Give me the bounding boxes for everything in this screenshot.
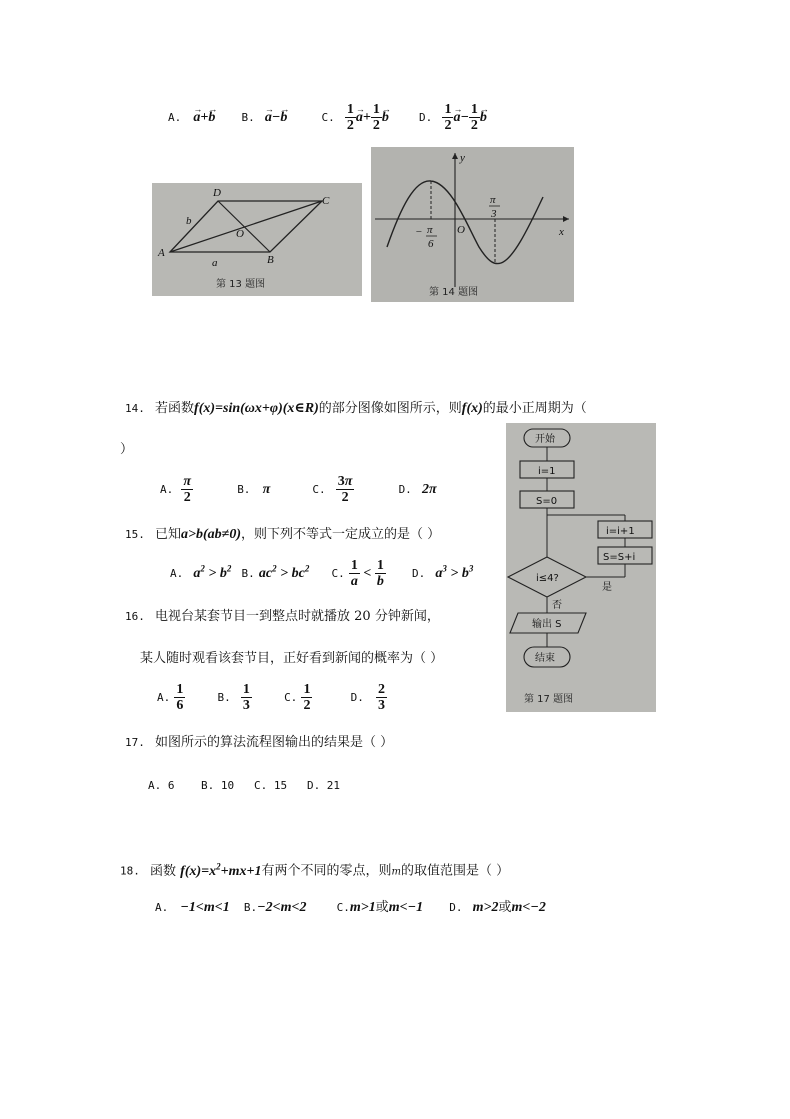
q16-question-line1 xyxy=(125,608,440,626)
q14-function: f(x)=sin(ωx+φ)(x∈R) xyxy=(194,401,319,416)
q16-option-d-label: D. xyxy=(350,691,364,704)
q18-option-b-label: B. xyxy=(243,901,258,914)
q18-option-c-expr1: m>1 xyxy=(349,900,376,915)
q16-text-line2: 某人随时观看该套节目，正好看到新闻的概率为（ ） xyxy=(140,651,444,666)
q15-option-b-label: B. xyxy=(241,567,255,580)
q14-option-b-label: B. xyxy=(237,483,251,496)
q14-text-pre: 若函数 xyxy=(155,401,195,416)
q13-option-b-label: B. xyxy=(241,111,255,124)
side-a-label: a xyxy=(212,257,218,269)
q17-options: A. 6 B. 10 C. 15 D. 21 xyxy=(148,779,341,792)
flow-output: 输出 S xyxy=(532,619,562,630)
q14-text-post: 的最小正周期为（ xyxy=(482,401,587,416)
q14-options xyxy=(160,474,437,514)
q16-text-line1: 电视台某套节目一到整点时就播放 20 分钟新闻， xyxy=(155,609,440,624)
q15-option-a-expr: $a^2 > b^2$ xyxy=(193,563,232,581)
q16-option-d-value: $\frac{2}{3}$ xyxy=(377,682,385,713)
q18-option-a-expr: −1<m<1 xyxy=(180,900,230,915)
q13-options xyxy=(168,102,487,142)
q15-option-a-label: A. xyxy=(170,567,184,580)
q15-option-d-label: D. xyxy=(411,567,426,580)
point-b-label: B xyxy=(267,254,274,266)
q17-number: 17. xyxy=(125,736,145,749)
q16-number: 16. xyxy=(125,610,145,623)
flow-update-s: S=S+i xyxy=(603,552,636,563)
q15-option-c-label: C. xyxy=(331,567,345,580)
q14-number: 14. xyxy=(125,402,145,415)
pi-label: π xyxy=(490,194,496,206)
q14-option-d-label: D. xyxy=(398,483,412,496)
q15-number: 15. xyxy=(125,528,145,541)
q16-option-c-label: C. xyxy=(284,691,298,704)
q14-close-paren: ） xyxy=(120,442,134,457)
flow-yes: 是 xyxy=(602,582,612,593)
q18-option-d-expr2: m<−2 xyxy=(511,900,546,915)
flow-init-s: S=0 xyxy=(536,496,558,507)
neg-six-label: 6 xyxy=(428,238,434,250)
flow-no: 否 xyxy=(552,600,562,611)
point-c-label: C xyxy=(322,195,330,207)
q18-option-c-expr2: m<−1 xyxy=(388,900,424,915)
q13-option-c-label: C. xyxy=(321,111,335,124)
q13-option-a-expr: → a+→ b xyxy=(193,110,215,125)
q16-option-b-value: $\frac{1}{3}$ xyxy=(242,682,250,713)
q13-option-b-expr: → a−→ b xyxy=(265,110,287,125)
q13-option-c-expr: $\frac{1}{2}$ → a+ $\frac{1}{2}$ → b xyxy=(345,110,393,125)
q18-function: $f(x)=x^2+mx+1$ xyxy=(180,861,262,879)
neg-sign-label: − xyxy=(415,226,423,238)
q14-option-b-value: π xyxy=(262,482,271,497)
flow-condition: i≤4? xyxy=(536,573,559,584)
flow-start: 开始 xyxy=(535,434,555,445)
x-axis-label: x xyxy=(559,226,564,238)
q16-options xyxy=(157,682,387,722)
flow-update-i: i=i+1 xyxy=(606,526,635,537)
figure-13-parallelogram xyxy=(152,183,362,296)
q15-text-post: ，则下列不等式一定成立的是（ ） xyxy=(241,527,441,542)
point-d-label: D xyxy=(213,187,221,199)
q14-option-a-label: A. xyxy=(160,483,174,496)
q15-option-b-expr: $ac^2 > bc^2$ xyxy=(258,563,310,581)
q14-option-a-value: $\frac{\pi}{2}$ xyxy=(183,474,192,505)
q18-m: m xyxy=(391,866,401,878)
q14-option-c-label: C. xyxy=(312,483,326,496)
q13-option-d-expr: $\frac{1}{2}$ → a− $\frac{1}{2}$ → b xyxy=(442,110,486,125)
q17-text: 如图所示的算法流程图输出的结果是（ ） xyxy=(155,735,394,750)
q16-question-line2 xyxy=(140,650,443,668)
q18-option-d-or: 或 xyxy=(498,900,512,915)
q13-option-a-label: A. xyxy=(168,111,182,124)
figure-17-flowchart xyxy=(506,423,656,712)
q16-option-a-label: A. xyxy=(157,691,171,704)
q18-text-pre: 函数 xyxy=(150,863,177,879)
figure-17-caption: 第 17 题图 xyxy=(524,694,574,705)
flow-end: 结束 xyxy=(535,653,555,664)
q14-option-c-value: $\frac{3\pi}{2}$ xyxy=(337,474,353,505)
q18-option-c-or: 或 xyxy=(375,900,389,915)
point-o-label: O xyxy=(236,228,244,240)
q15-question xyxy=(125,526,440,544)
q17-question xyxy=(125,734,393,752)
q16-option-a-value: $\frac{1}{6}$ xyxy=(176,682,184,713)
origin-label: O xyxy=(457,224,465,236)
q18-option-c-label: C. xyxy=(336,901,350,914)
point-a-label: A xyxy=(158,247,165,259)
figure-13-caption: 第 13 题图 xyxy=(216,279,266,290)
q18-option-b-expr: −2<m<2 xyxy=(257,900,307,915)
q14-question xyxy=(125,400,587,418)
q14-option-d-value: 2π xyxy=(421,482,437,497)
three-label: 3 xyxy=(491,208,497,220)
q16-option-b-label: B. xyxy=(217,691,231,704)
q18-text-post2: 的取值范围是（ ） xyxy=(401,863,510,879)
q15-option-c-expr: $\frac{1}{a}$ < $\frac{1}{b}$ xyxy=(350,558,384,589)
q18-number: 18. xyxy=(120,864,140,878)
q16-option-c-value: $\frac{1}{2}$ xyxy=(303,682,311,713)
q18-text-post: 有两个不同的零点，则 xyxy=(261,863,392,879)
q14-function-2: f(x) xyxy=(461,401,483,416)
q15-options xyxy=(170,558,473,598)
side-b-label: b xyxy=(186,215,192,227)
q14-text-mid: 的部分图像如图所示，则 xyxy=(318,401,462,416)
figure-14-caption: 第 14 题图 xyxy=(429,287,479,298)
q15-condition: a>b(ab≠0) xyxy=(181,527,242,542)
q18-option-d-label: D. xyxy=(449,901,463,914)
figure-14-sine-graph xyxy=(371,147,574,302)
q15-text-pre: 已知 xyxy=(155,527,182,542)
q18-option-d-expr1: m>2 xyxy=(472,900,499,915)
flow-init-i: i=1 xyxy=(538,466,556,477)
y-axis-label: y xyxy=(460,152,465,164)
q15-option-d-expr: $a^3 > b^3$ xyxy=(435,563,474,581)
q13-option-d-label: D. xyxy=(419,111,433,124)
q18-option-a-label: A. xyxy=(155,901,169,914)
neg-pi-label: π xyxy=(427,224,433,236)
q18-question xyxy=(120,857,509,882)
q18-options xyxy=(155,899,546,917)
